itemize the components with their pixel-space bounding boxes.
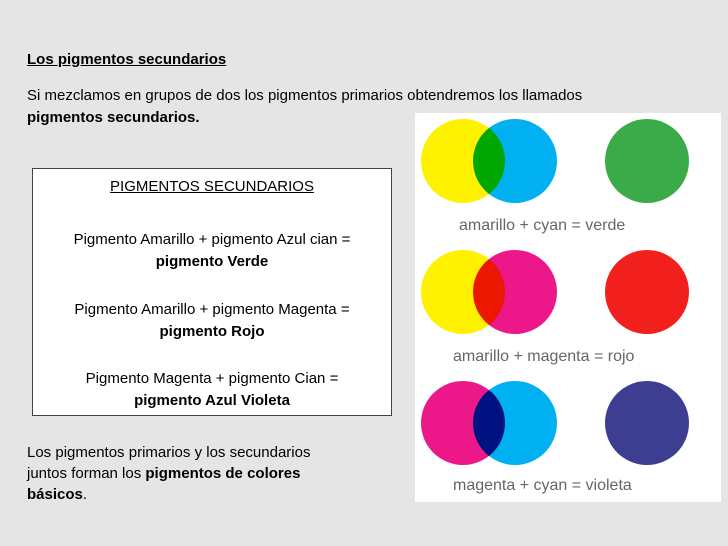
outro-paragraph xyxy=(27,442,327,505)
rule-result: pigmento Rojo xyxy=(159,323,265,340)
equation-3: magenta + cyan = violeta xyxy=(453,477,632,494)
secondary-pigments-box xyxy=(32,168,392,416)
color-mix-panel xyxy=(415,113,721,502)
equation-2: amarillo + magenta = rojo xyxy=(453,348,635,365)
violet-circle xyxy=(605,381,689,465)
outro-end: . xyxy=(82,486,88,503)
cyan-circle xyxy=(473,381,557,465)
rule-result: pigmento Azul Violeta xyxy=(134,392,290,409)
outro-text: Los pigmentos primarios y los secundarios juntos forman los xyxy=(27,444,311,482)
intro-bold: pigmentos secundarios. xyxy=(27,109,200,126)
rule-text: Pigmento Magenta + pigmento Cian = xyxy=(85,370,339,387)
box-title: PIGMENTOS SECUNDARIOS xyxy=(110,178,314,195)
rule-green xyxy=(33,229,391,273)
outro-bold: pigmentos de colores básicos xyxy=(27,465,301,503)
rule-result: pigmento Verde xyxy=(155,253,269,270)
equation-1: amarillo + cyan = verde xyxy=(459,217,626,234)
green-circle xyxy=(605,119,689,203)
rule-text: Pigmento Amarillo + pigmento Azul cian = xyxy=(73,231,351,248)
red-circle xyxy=(605,250,689,334)
section-heading: Los pigmentos secundarios xyxy=(27,51,227,68)
magenta-circle xyxy=(473,250,557,334)
rule-violet xyxy=(33,368,391,412)
intro-text: Si mezclamos en grupos de dos los pigmentos primarios obtendremos los llamados xyxy=(27,87,583,104)
rule-red xyxy=(33,299,391,343)
cyan-circle xyxy=(473,119,557,203)
rule-text: Pigmento Amarillo + pigmento Magenta = xyxy=(74,301,350,318)
